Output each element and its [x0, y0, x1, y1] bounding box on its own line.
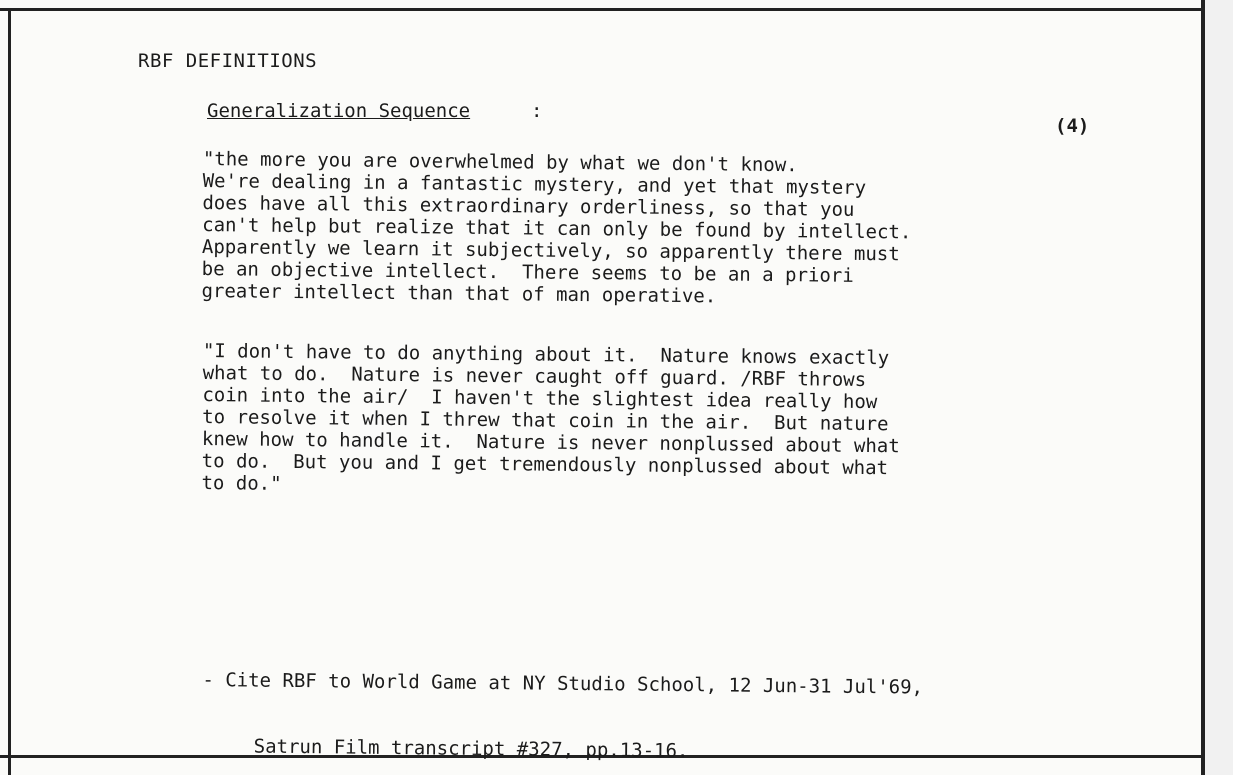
citation — [201, 625, 1083, 775]
frame-top-border — [0, 8, 1205, 11]
quote-paragraph-2: "I don't have to do anything about it. Nature knows exactly what to do. Nature is never caught off guard. /RBF throws coin into the air/ I haven't the slightest idea really how to resolve it when I threw that coin in the air. But nature knew how to handle it. Nature is never nonplussed about what to do. But you and I get tremendously nonplussed about what to do." — [201, 340, 900, 495]
page-number: (4) — [1055, 115, 1090, 137]
citation-line-2: Satrun Film transcript #327, pp.13-16. — [253, 735, 689, 763]
page-edge-strip — [1205, 0, 1233, 775]
section-title — [207, 100, 470, 122]
section-title-colon: : — [531, 100, 543, 122]
document-header: RBF DEFINITIONS — [138, 50, 318, 72]
citation-line-1: - Cite RBF to World Game at NY Studio School, 12 Jun-31 Jul'69, — [202, 668, 924, 699]
quote-paragraph-1: "the more you are overwhelmed by what we don't know. We're dealing in a fantastic mystery, and yet that mystery does have all this extraordinary orderliness, so that you can't help but realize that it can only be found by intellect. Apparently we learn it subjectively, so apparently there must be an objective intellect. There seems to be an a priori greater intellect than that of man operative. — [201, 148, 912, 308]
section-title-text: Generalization Sequence — [207, 100, 471, 122]
frame-left-border — [8, 8, 11, 775]
